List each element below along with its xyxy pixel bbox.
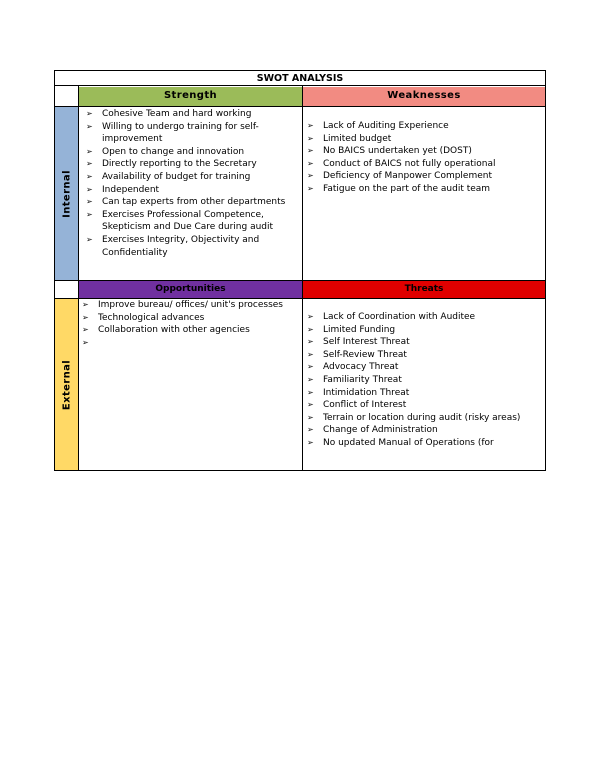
threat-item: ➢ Intimidation Threat bbox=[305, 387, 543, 400]
threat-item: ➢ Change of Administration bbox=[305, 424, 543, 437]
weakness-item: ➢ Conduct of BAICS not fully operational bbox=[305, 158, 543, 171]
grid-line bbox=[55, 280, 545, 281]
strength-item: ➢ Directly reporting to the Secretary bbox=[84, 158, 299, 171]
threat-item: ➢ Advocacy Threat bbox=[305, 361, 543, 374]
table-title: SWOT ANALYSIS bbox=[55, 71, 545, 86]
grid-line bbox=[302, 86, 303, 470]
weakness-item: ➢ Deficiency of Manpower Complement bbox=[305, 170, 543, 183]
strengths-list bbox=[84, 108, 299, 259]
threats-list bbox=[305, 311, 543, 450]
weakness-item: ➢ Fatigue on the part of the audit team bbox=[305, 183, 543, 196]
threat-item: ➢ Self-Review Threat bbox=[305, 349, 543, 362]
threat-item: ➢ Self Interest Threat bbox=[305, 336, 543, 349]
opportunities-list bbox=[80, 299, 301, 337]
strength-item: ➢ Exercises Professional Competence, Skepticism and Due Care during audit bbox=[84, 209, 299, 234]
weakness-item: ➢ No BAICS undertaken yet (DOST) bbox=[305, 145, 543, 158]
threat-item: ➢ Lack of Coordination with Auditee bbox=[305, 311, 543, 324]
grid-line bbox=[55, 106, 545, 107]
strength-item: ➢ Availability of budget for training bbox=[84, 171, 299, 184]
internal-label: Internal bbox=[55, 107, 78, 280]
weakness-item: ➢ Lack of Auditing Experience bbox=[305, 120, 543, 133]
threat-item: ➢ Conflict of Interest bbox=[305, 399, 543, 412]
weaknesses-cell bbox=[305, 120, 543, 279]
opportunity-item: ➢ Technological advances bbox=[80, 312, 301, 325]
strength-item: ➢ Willing to undergo training for self-improvement bbox=[84, 121, 299, 146]
weakness-item: ➢ Limited budget bbox=[305, 133, 543, 146]
opportunities-cell bbox=[80, 299, 301, 469]
threats-cell bbox=[305, 311, 543, 469]
grid-line bbox=[55, 298, 545, 299]
threat-item: ➢ Limited Funding bbox=[305, 324, 543, 337]
threat-item: ➢ Terrain or location during audit (risky areas) bbox=[305, 412, 543, 425]
opportunity-item: ➢ Collaboration with other agencies bbox=[80, 324, 301, 337]
strength-item: ➢ Can tap experts from other departments bbox=[84, 196, 299, 209]
strength-item: ➢ Open to change and innovation bbox=[84, 146, 299, 159]
grid-line bbox=[78, 86, 79, 470]
threats-header: Threats bbox=[303, 281, 545, 298]
threat-item: ➢ No updated Manual of Operations (for bbox=[305, 437, 543, 450]
opportunities-header: Opportunities bbox=[79, 281, 302, 298]
external-label: External bbox=[55, 299, 78, 470]
opportunity-item: ➢ Improve bureau/ offices/ unit's processes bbox=[80, 299, 301, 312]
weaknesses-header: Weaknesses bbox=[303, 87, 545, 106]
threat-item: ➢ Familiarity Threat bbox=[305, 374, 543, 387]
weaknesses-list bbox=[305, 120, 543, 196]
swot-table bbox=[54, 70, 546, 471]
strength-header: Strength bbox=[79, 87, 302, 106]
strengths-cell bbox=[84, 108, 299, 279]
strength-item: ➢ Cohesive Team and hard working bbox=[84, 108, 299, 121]
strength-item: ➢ Independent bbox=[84, 184, 299, 197]
strength-item: ➢ Exercises Integrity, Objectivity and Confidentiality bbox=[84, 234, 299, 259]
